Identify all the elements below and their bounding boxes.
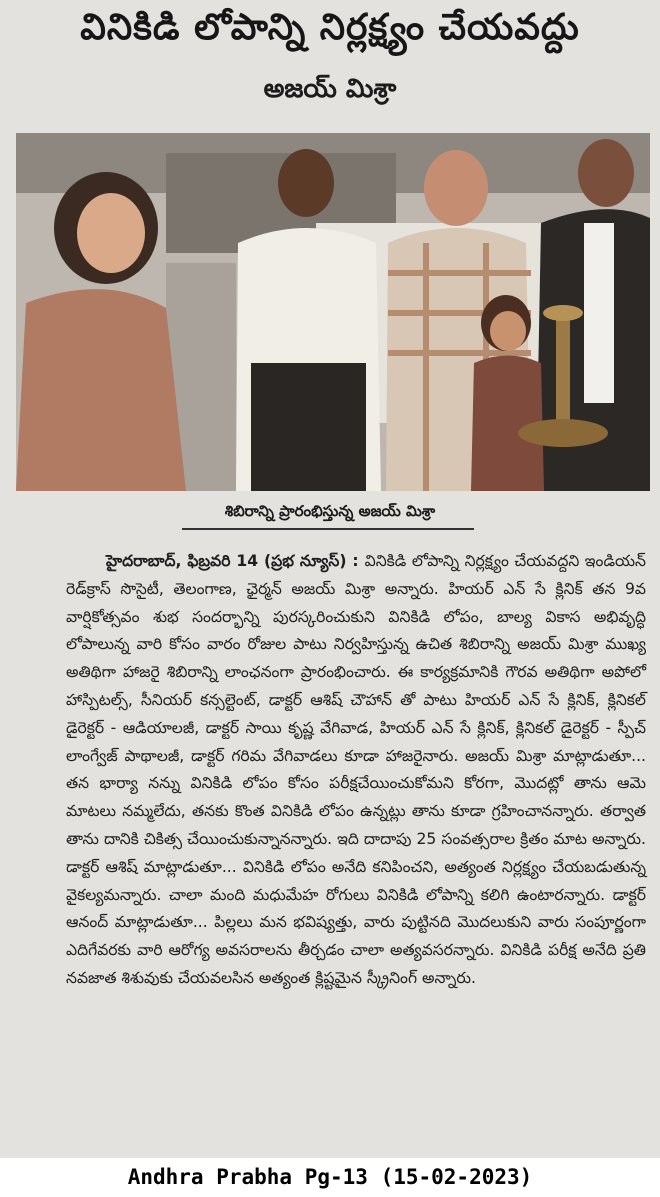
headline: వినికిడి లోపాన్ని నిర్లక్ష్యం చేయవద్దు [80, 7, 580, 48]
news-photo [16, 133, 650, 491]
article-text: వినికిడి లోపాన్ని నిర్లక్ష్యం చేయవద్దని ఇండియన్ రెడ్‌క్రాస్ సొసైటీ, తెలంగాణ, ఛైర్మన్ అజయ్ మిశ్రా అన్నారు. హియర్ ఎన్ సే క్లినిక్ తన 9వ వార్షికోత్సవం శుభ సందర్భాన్ని పురస్కరించుకుని వినికిడి లోపం, బాల్య వికాస అభివృద్ధి లోపాలున్న వారి కోసం వారం రోజుల పాటు నిర్వహిస్తున్న ఉచిత శిబిరాన్ని అజయ్ మిశ్రా ముఖ్య అతిథిగా హాజరై శిబిరాన్ని లాంఛనంగా ప్రారంభించారు. ఈ కార్యక్రమానికి గౌరవ అతిథిగా అపోలో హాస్పిటల్స్, సీనియర్ కన్సల్టెంట్, డాక్టర్ ఆశిష్ చౌహాన్ తో పాటు హియర్ ఎన్ సే క్లినిక్, క్లినికల్ డైరెక్టర్ - ఆడియాలజీ, డాక్టర్ సాయి కృష్ణ వేగివాడ, హియర్ ఎన్ సే క్లినిక్, క్లినికల్ డైరెక్టర్ - స్పీచ్ లాంగ్వేజ్ పాథాలజీ, డాక్టర్ గరిమ వేగివాడలు కూడా హాజరైనారు. అజయ్ మిశ్రా మాట్లాడుతూ... తన భార్యా నన్ను వినికిడి లోపం కోసం పరీక్షచేయించుకోమని కోరగా, మొదట్లో తాను ఆమె మాటలు నమ్మలేదు, తనకు కొంత వినికిడి లోపం ఉన్నట్లు తాను కూడా గ్రహించానన్నారు. తర్వాత తాను దానికి చికిత్స చేయించుకున్నానన్నారు. ఇది దాదాపు 25 సంవత్సరాల క్రితం మాట అన్నారు. డాక్టర్ ఆశిష్ మాట్లాడుతూ... వినికిడి లోపం అనేది కనిపించని, అత్యంత నిర్లక్ష్యం చేయబడుతున్న వైకల్యమన్నారు. చాలా మంది మధుమేహ రోగులు వినికిడి లోపాన్ని కలిగి ఉంటారన్నారు. డాక్టర్ ఆనంద్ మాట్లాడుతూ... పిల్లలు మన భవిష్యత్తు, వారు పుట్టినది మొదలుకుని వారు సంపూర్ణంగా ఎదిగేవరకు వారి ఆరోగ్య అవసరాలను తీర్చడం చాలా అత్యవసరన్నారు. వినికిడి పరీక్ష అనేది ప్రతి నవజాత శిశువుకు చేయవలసిన అత్యంత క్లిష్టమైన స్క్రీనింగ్ అన్నారు. [66, 552, 646, 987]
photo-illustration [16, 133, 650, 491]
source-label: Andhra Prabha Pg-13 (15-02-2023) [0, 1158, 660, 1197]
photo-caption: శిబిరాన్ని ప్రారంభిస్తున్న అజయ్ మిశ్రా [224, 502, 436, 520]
byline: అజయ్ మిశ్రా [263, 74, 397, 104]
caption-divider [182, 528, 474, 530]
article-body [66, 548, 646, 993]
article-dateline: హైదరాబాద్, ఫిబ్రవరి 14 (ప్రభ న్యూస్) : [106, 552, 365, 570]
